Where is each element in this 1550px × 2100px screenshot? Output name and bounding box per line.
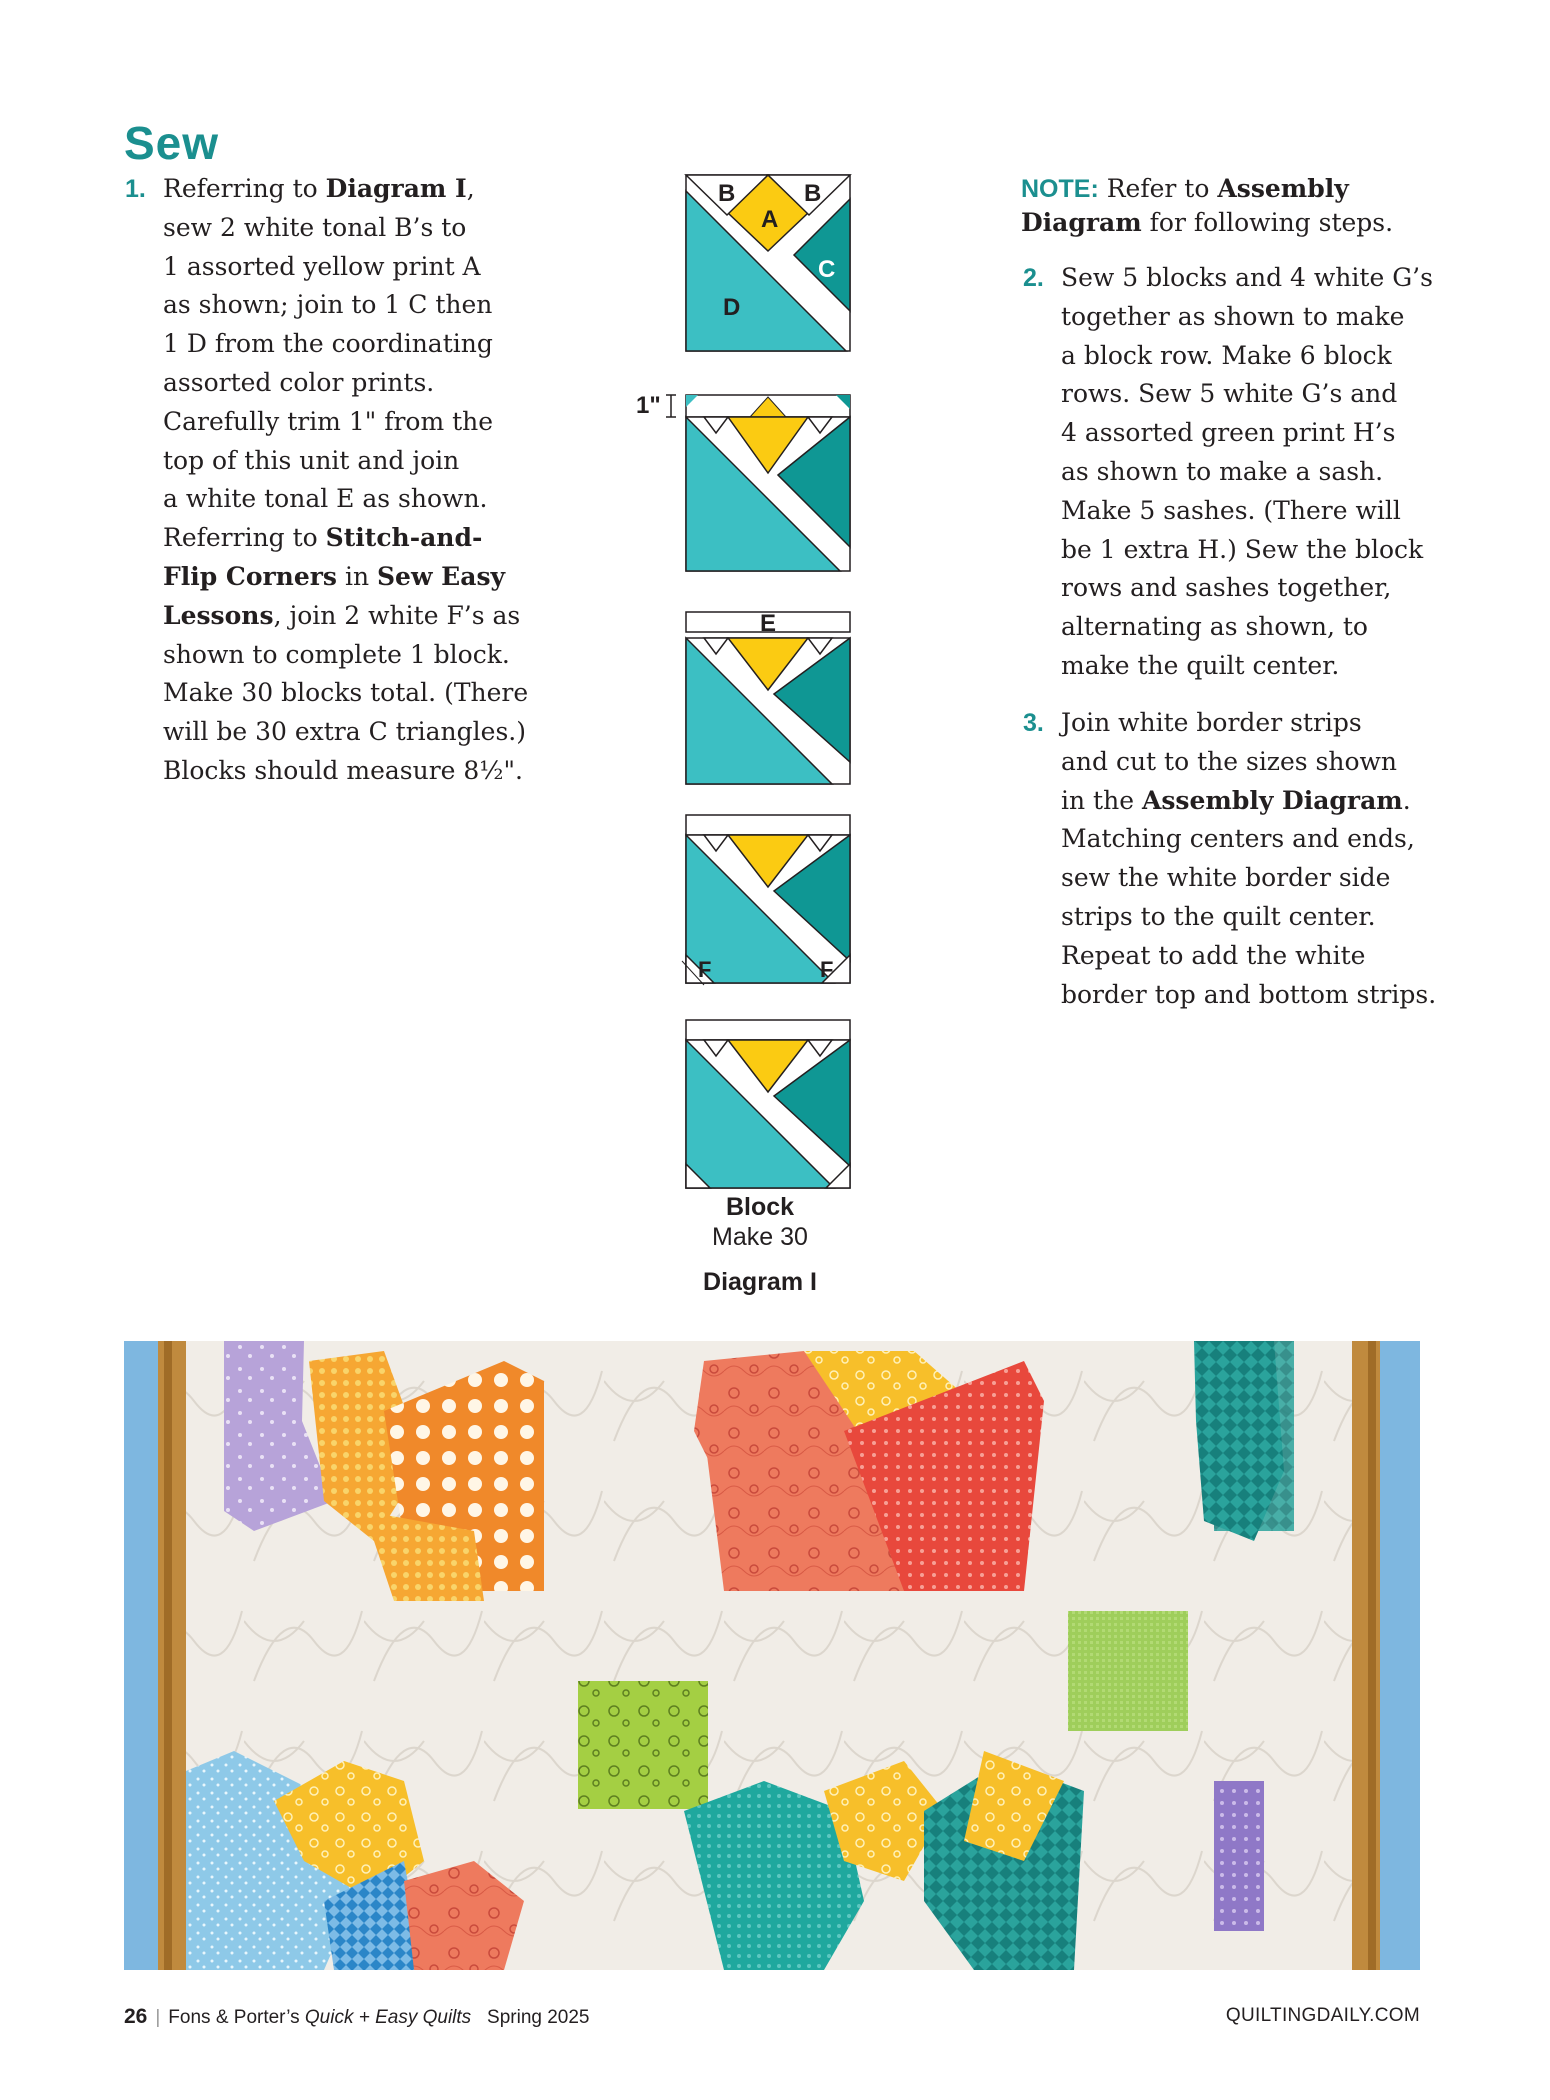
text: and cut to the sizes shown [1061,746,1398,776]
bold-text: Sew Easy [377,561,506,591]
text: as shown to make a sash. [1061,456,1384,486]
step1-line [163,442,523,481]
note-bold: Assembly Diagram [1021,174,1349,237]
text: rows and sashes together, [1061,573,1392,603]
website: QUILTINGDAILY.COM [1225,2005,1420,2026]
section-title: Sew [124,117,220,169]
step2-line [1061,569,1461,608]
label-a: A [761,206,779,233]
label-b-right: B [804,180,822,207]
text: 4 assorted green print H’s [1061,418,1396,448]
step2-line [1061,298,1461,337]
text: make the quilt center. [1061,650,1340,680]
step2-line [1061,375,1461,414]
label-e: E [760,610,777,637]
text: border top and bottom strips. [1061,979,1437,1009]
bold-text: Stitch-and- [325,523,483,553]
text: 1 assorted yellow print A [163,251,481,281]
step3-line [1061,937,1461,976]
label-c: C [818,256,836,283]
text: . [1402,785,1411,815]
text: in [337,561,377,591]
diagram-drawing [600,165,920,1315]
step3-line [1061,704,1461,743]
text: be 1 extra H.) Sew the block [1061,534,1424,564]
diagram-caption: Diagram I [703,1268,817,1296]
text: alternating as shown, to [1061,612,1368,642]
note-text-end: for following steps. [1141,208,1394,237]
step-number: 3. [1023,709,1044,737]
step2-line [1061,608,1461,647]
step-1 [125,170,529,791]
step-number: 1. [125,175,146,203]
step1-line [163,325,523,364]
step1-line [163,597,523,636]
step1-line [163,713,526,752]
step1-line [163,286,523,325]
bold-text: Lessons [163,600,274,630]
step2-line [1061,414,1461,453]
text: assorted color prints. [163,367,435,397]
text: , join 2 white F’s as [273,600,521,630]
text: as shown; join to 1 C then [163,290,493,320]
step3-line [1061,782,1461,821]
step3-line [1061,820,1461,859]
diagram-unit-4 [682,815,850,985]
step1-line [163,558,523,597]
text: Sew 5 blocks and 4 white G’s [1061,263,1433,292]
step2-line [1061,531,1461,570]
label-f-right: F [820,957,834,982]
note-label: NOTE: [1021,175,1099,203]
step-3 [1023,704,1461,1014]
text: in the [1061,785,1142,815]
step1-line [163,752,523,791]
bold-text: Assembly Diagram [1141,785,1403,815]
note [1021,172,1441,239]
step-2 [1023,259,1461,686]
bold-text: Diagram I [325,174,467,203]
diagram-unit-2 [636,392,850,571]
page-footer: 26 | Fons & Porter’s Quick + Easy Quilts Spring 2025 QUILTINGDAILY.COM [124,2005,1420,2028]
step2-line [1061,492,1461,531]
block-sub: Make 30 [712,1223,808,1251]
step1-line [163,209,523,248]
step-2-text [1061,259,1461,686]
step-number: 2. [1023,264,1044,292]
text: Carefully trim 1" from the [163,406,494,436]
step3-line [1061,743,1461,782]
step-3-text [1061,704,1461,1014]
text: a block row. Make 6 block [1061,340,1392,370]
text: together as shown to make [1061,301,1405,331]
text: Blocks should measure 8½". [163,755,523,785]
label-f-left: F [698,957,712,982]
step1-line [163,674,529,713]
label-d: D [723,294,741,321]
step1-line [163,519,523,558]
step1-line [163,364,523,403]
diagram-unit-3 [686,610,850,784]
text: 1 D from the coordinating [163,329,493,359]
diagram-unit-1 [686,175,850,351]
issue-date: Spring 2025 [487,2007,590,2028]
text: Matching centers and ends, [1061,824,1415,854]
text: Make 30 blocks total. (There [163,678,529,708]
label-b-left: B [718,180,736,207]
step3-line [1061,976,1461,1015]
step2-line [1061,647,1461,686]
note-text: Refer to [1098,174,1218,203]
step3-line [1061,859,1461,898]
publication-name: Fons & Porter’s [168,2007,305,2028]
text: shown to complete 1 block. [163,639,510,669]
step1-line [163,170,523,209]
text: Repeat to add the white [1061,940,1366,970]
step1-line [163,403,523,442]
text: rows. Sew 5 white G’s and [1061,379,1398,409]
quilt-photo [124,1341,1420,1970]
step1-line [163,248,523,287]
text: a white tonal E as shown. [163,484,488,514]
trim-label: 1" [636,392,661,419]
text: sew the white border side [1061,863,1391,893]
step2-line [1061,453,1461,492]
text: will be 30 extra C triangles.) [163,717,526,747]
step2-line [1061,337,1461,376]
step3-line [1061,898,1461,937]
step1-line [163,480,523,519]
diagram-i [600,165,920,1315]
text: sew 2 white tonal B’s to [163,212,467,242]
publication-title: Quick + Easy Quilts [304,2007,472,2028]
text: strips to the quilt center. [1061,901,1376,931]
step1-line [163,636,523,675]
diagram-unit-5 [686,1020,850,1188]
page-number: 26 [124,2005,148,2028]
step-1-text [163,170,529,791]
block-title: Block [725,1193,795,1221]
text: Join white border strips [1061,708,1362,737]
text: Referring to [163,174,326,203]
step2-line [1061,259,1461,298]
bold-text: Flip Corners [163,561,337,591]
text: top of this unit and join [163,445,460,475]
text: Make 5 sashes. (There will [1061,495,1401,525]
text: , [466,174,475,203]
text: Referring to [163,523,326,553]
